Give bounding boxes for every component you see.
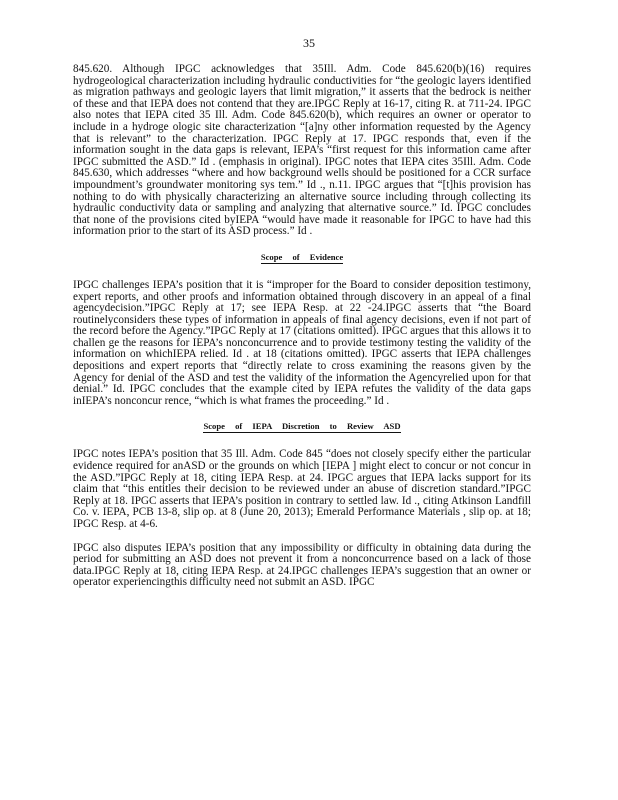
paragraph: 845.620. Although IPGC acknowledges that 35Ill. Adm. Code 845.620(b)(16) requires hydrogeological characterization including hydraulic conductivities for “the geologic layers identified as migration pathways and geologic layers that limit migration,” it asserts that the bedrock is neither of these and that IEPA does not contend that they are.IPGC Reply at 16-17, citing R. at 711-24. IPGC also notes that IEPA cited 35 Ill. Adm. Code 845.620(b), which requires an owner or operator to include in a hydroge ologic site characterization “[a]ny other information requested by the Agency that is relevant” to the characterization. IPGC Reply at 17. IPGC responds that, even if the information sought in the data gaps is relevant, IEPA’s “first request for this information came after IPGC submitted the ASD.” Id . (emphasis in original). IPGC notes that IEPA cites 35Ill. Adm. Code 845.630, which addresses “where and how background wells should be positioned for a CCR surface impoundment’s groundwater monitoring sys tem.” Id ., n.11. IPGC argues that “[t]his provision has nothing to do with physically characterizing an alternative source including through collecting its hydraulic conductivity data or sampling and analyzing that alternative source.” Id. IPGC concludes that none of the provisions cited byIEPA “would have made it reasonable for IPGC to have had this information prior to the start of its ASD process.” Id .	[73, 63, 531, 238]
document-body	[73, 64, 531, 589]
section-heading	[73, 252, 531, 264]
section-heading-text: Scope of Evidence	[260, 251, 344, 262]
paragraph: IPGC challenges IEPA’s position that it is “improper for the Board to consider deposition testimony, expert reports, and other proofs and information obtained through discovery in an appeal of a final agencydecision.”IPGC Reply at 17; see IEPA Resp. at 22 -24.IPGC asserts that “the Board routinelyconsiders these types of information in appeals of final agency decisions, even if not part of the record before the Agency.”IPGC Reply at 17 (citations omitted). IPGC argues that this allows it to challen ge the reasons for IEPA’s nonconcurrence and to provide testimony testing the validity of the information on whichIEPA relied. Id . at 18 (citations omitted). IPGC asserts that IEPA challenges depositions and expert reports that “directly relate to cross examining the reasons given by the Agency for denial of the ASD and test the validity of the information the Agencyrelied upon for that denial.” Id. IPGC concludes that the example cited by IEPA refutes the validity of the data gaps inIEPA’s nonconcur rence, “which is what frames the proceeding.” Id .	[73, 278, 531, 407]
section-heading	[73, 421, 531, 433]
section-heading-text: Scope of IEPA Discretion to Review ASD	[203, 421, 401, 432]
paragraph: IPGC also disputes IEPA’s position that any impossibility or difficulty in obtaining data during the period for submitting an ASD does not prevent it from a nonconcurrence based on a lack of those data.IPGC Reply at 18, citing IEPA Resp. at 24.IPGC challenges IEPA’s suggestion that an owner or operator experiencingthis difficulty need not submit an ASD. IPGC	[73, 541, 531, 589]
page-number: 35	[303, 36, 315, 50]
paragraph: IPGC notes IEPA’s position that 35 Ill. Adm. Code 845 “does not closely specify either the particular evidence required for anASD or the grounds on which [IEPA ] might elect to concur or not concur in the ASD.”IPGC Reply at 18, citing IEPA Resp. at 24. IPGC argues that IEPA lacks support for its claim that “this entitles their decision to be reviewed under an abuse of discretion standard.”IPGC Reply at 18. IPGC asserts that IEPA’s position in contrary to settled law. Id ., citing Atkinson Landfill Co. v. IEPA, PCB 13-8, slip op. at 8 (June 20, 2013); Emerald Performance Materials , slip op. at 18; IPGC Resp. at 4-6.	[73, 448, 531, 530]
